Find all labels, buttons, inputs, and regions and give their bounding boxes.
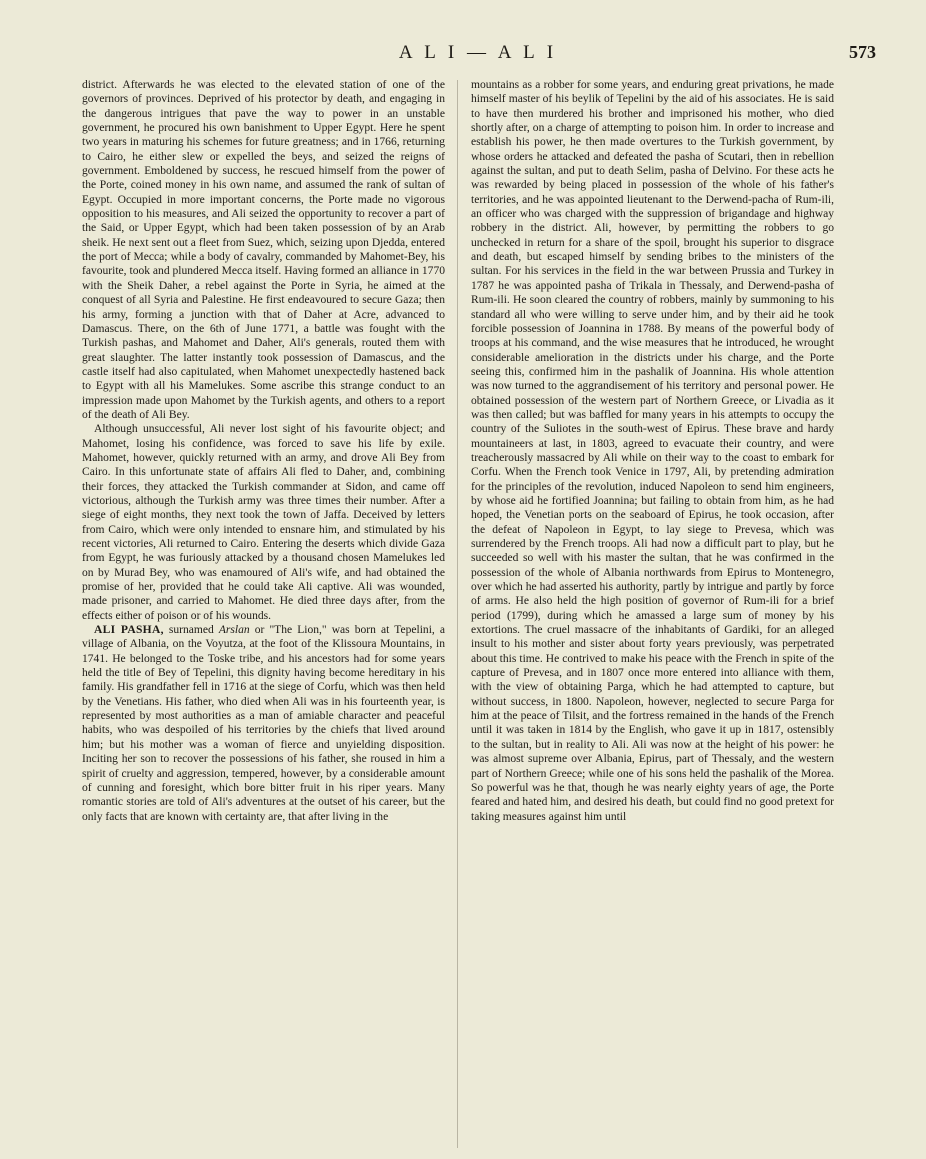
paragraph-ali-bey-end: Although unsuccessful, Ali never lost sight of his favourite object; and Mahomet, losing his confidence, was forced to save his life by exile. Mahomet, however, quickly returned with an army, and drove Ali Bey from Cairo. In this unfortunate state of affairs Ali fled to Daher, and, combining their forces, they attacked the Turkish commander at Sidon, and came off victorious, although the Turkish army was three times their number. After a siege of eight months, they next took the town of Jaffa. Deceived by letters from Cairo, which were only intended to ensnare him, and stimulated by his recent victories, Ali returned to Cairo. Entering the deserts which divide Gaza from Egypt, he was furiously attacked by a thousand chosen Mamelukes led on by Murad Bey, who was enamoured of Ali's wife, and had obtained the promise of her, provided that he could take Ali captive. Ali was wounded, made prisoner, and carried to Mahomet. He died three days after, from the effects either of poison or of his wounds. <box>82 423 445 622</box>
paragraph-ali-bey-continued: district. Afterwards he was elected to the elevated station of one of the governors of provinces. Deprived of his protector by death, and engaging in the dangerous intrigues that pave the way to power in an unstable government, he procured his own banishment to Upper Egypt. Here he spent two years in maturing his schemes for future greatness; and in 1766, returning to Cairo, he either slew or expelled the beys, and seized the reigns of government. Emboldened by success, he rescued himself from the power of the Porte, coined money in his own name, and assumed the rank of sultan of Egypt. Occupied in more important concerns, the Porte made no vigorous opposition to his measures, and Ali seized the opportunity to recover a part of the Said, or Upper Egypt, which had been taken possession of by an Arab sheik. He next sent out a fleet from Suez, which, seizing upon Djedda, entered the port of Mecca; while a body of cavalry, commanded by Mahomet-Bey, his favourite, took and plundered Mecca itself. Having formed an alliance in 1770 with the Sheik Daher, a rebel against the Porte in Syria, he aimed at the conquest of all Syria and Palestine. He first endeavoured to secure Gaza; then his army, forming a junction with that of Daher at Acre, advanced to Damascus. There, on the 6th of June 1771, a battle was fought with the Turkish pashas, and Mahomet and Daher, Ali's generals, routed them with great slaughter. The latter instantly took possession of Damascus, and the castle itself had also capitulated, when Mahomet unexpectedly hastened back to Egypt with all his Mamelukes. Some ascribe this strange conduct to an impression made upon Mahomet by the Turkish agents, and others to a report of the death of Ali Bey. <box>82 79 445 421</box>
entry-text-pre: surnamed <box>163 624 219 637</box>
running-head: A L I — A L I <box>398 42 558 63</box>
entry-italic: Arslan <box>218 624 250 637</box>
entry-text: or "The Lion," was born at Tepelini, a village of Albania, on the Voyutza, at the foot of the Klissoura Mountains, in 1741. He belonged to the Toske tribe, and his ancestors had for some years held the title of Bey of Tepelini, this dignity having become hereditary in his family. His grandfather fell in 1716 at the siege of Corfu, which was then held by the Venetians. His father, who died when Ali was in his fourteenth year, is represented by most authorities as a man of amiable character and peaceful habits, who was despoiled of his territories by the chiefs that lived around him; but his mother was a woman of fierce and unyielding disposition. Inciting her son to recover the possessions of his father, she roused in him a spirit of cruelty and aggression, tempered, however, by a considerable amount of cunning and foresight, which bore bitter fruit in his riper years. Many romantic stories are told of Ali's adventures at the outset of his career, but the only facts that are known with certainty are, that after living in the <box>82 624 445 823</box>
page-header <box>80 42 876 68</box>
paragraph-ali-pasha-continued: mountains as a robber for some years, and enduring great privations, he made himself master of his beylik of Tepelini by the aid of his associates. He is said to have then murdered his brother and imprisoned his mother, who died shortly after, on a charge of attempting to poison him. In order to increase and establish his power, he then made overtures to the Turkish government, by whose orders he attacked and defeated the pasha of Scutari, then in rebellion against the sultan, and put to death Selim, pasha of Delvino. For these acts he was rewarded by being placed in possession of the whole of his father's territories, and he was appointed lieutenant to the Derwend-pacha of Rum-ili, an officer who was charged with the suppression of brigandage and highway robbery in the district. Ali, however, by permitting the robbers to go unchecked in return for a share of the spoil, brought his superior to disgrace and death, but escaped himself by sending bribes to the ministers of the sultan. For his services in the field in the war between Prussia and Turkey in 1787 he was appointed pasha of Trikala in Thessaly, and Derwend-pasha of Rum-ili. He soon cleared the country of robbers, mainly by summoning to his standard all who were willing to serve under him, and by their aid he took forcible possession of Joannina in 1788. By means of the powerful body of troops at his command, and the wise measures that he introduced, he wrought considerable amelioration in the districts under his charge, and the Porte seeing this, confirmed him in the pashalik of Joannina. His whole attention was now turned to the aggrandisement of his territory and personal power. He obtained possession of the western part of Northern Greece, or Livadia as it was then called; but was baffled for many years in his attempts to occupy the country of the Suliotes in the south-west of Epirus. These brave and hardy mountaineers at last, in 1803, agreed to evacuate their country, and were treacherously massacred by Ali while on their way to the coast to embark for Corfu. When the French took Venice in 1797, Ali, by pretending admiration for the principles of the revolution, induced Napoleon to send him engineers, by whose aid he fortified Joannina; but failing to obtain from him, as he had hoped, the Venetian ports on the seaboard of Epirus, he took occasion, after the defeat of Napoleon in Egypt, to lay siege to Prevesa, which was surrendered by the French troops. Ali had now a difficult part to play, but he succeeded so well with his master the sultan, that he was confirmed in the possession of the whole of Albania northwards from Epirus to Montenegro, over which he had asserted his authority, partly by intrigue and partly by force of arms. He also held the high position of governor of Rum-ili for a brief period (1799), during which he amassed a large sum of money by his extortions. The cruel massacre of the inhabitants of Gardiki, for an alleged insult to his mother and sister about forty years previously, was perpetrated about this time. He contrived to make his peace with the French in spite of the capture of Prevesa, and in 1807 once more entered into alliance with them, with the view of obtaining Parga, which he had attempted to capture, but without success, in 1800. Napoleon, however, neglected to secure Parga for him at the peace of Tilsit, and the fortress remained in the hands of the French until it was taken in 1814 by the English, who gave it up in 1817, ostensibly to the sultan, but in reality to Ali. Ali was now at the height of his power: he was almost supreme over Albania, Epirus, part of Thessaly, and the western part of Northern Greece; while one of his sons held the pashalik of the Morea. So powerful was he that, though he was nearly eighty years of age, the Porte feared and hated him, and desired his death, but could find no good pretext for taking measures against him until <box>471 79 834 823</box>
column-divider <box>457 80 458 1148</box>
left-column <box>82 78 445 1148</box>
entry-heading: ALI PASHA, <box>94 624 164 637</box>
paragraph-ali-pasha <box>82 623 445 824</box>
right-column <box>471 78 834 1148</box>
page-number: 573 <box>849 42 876 62</box>
